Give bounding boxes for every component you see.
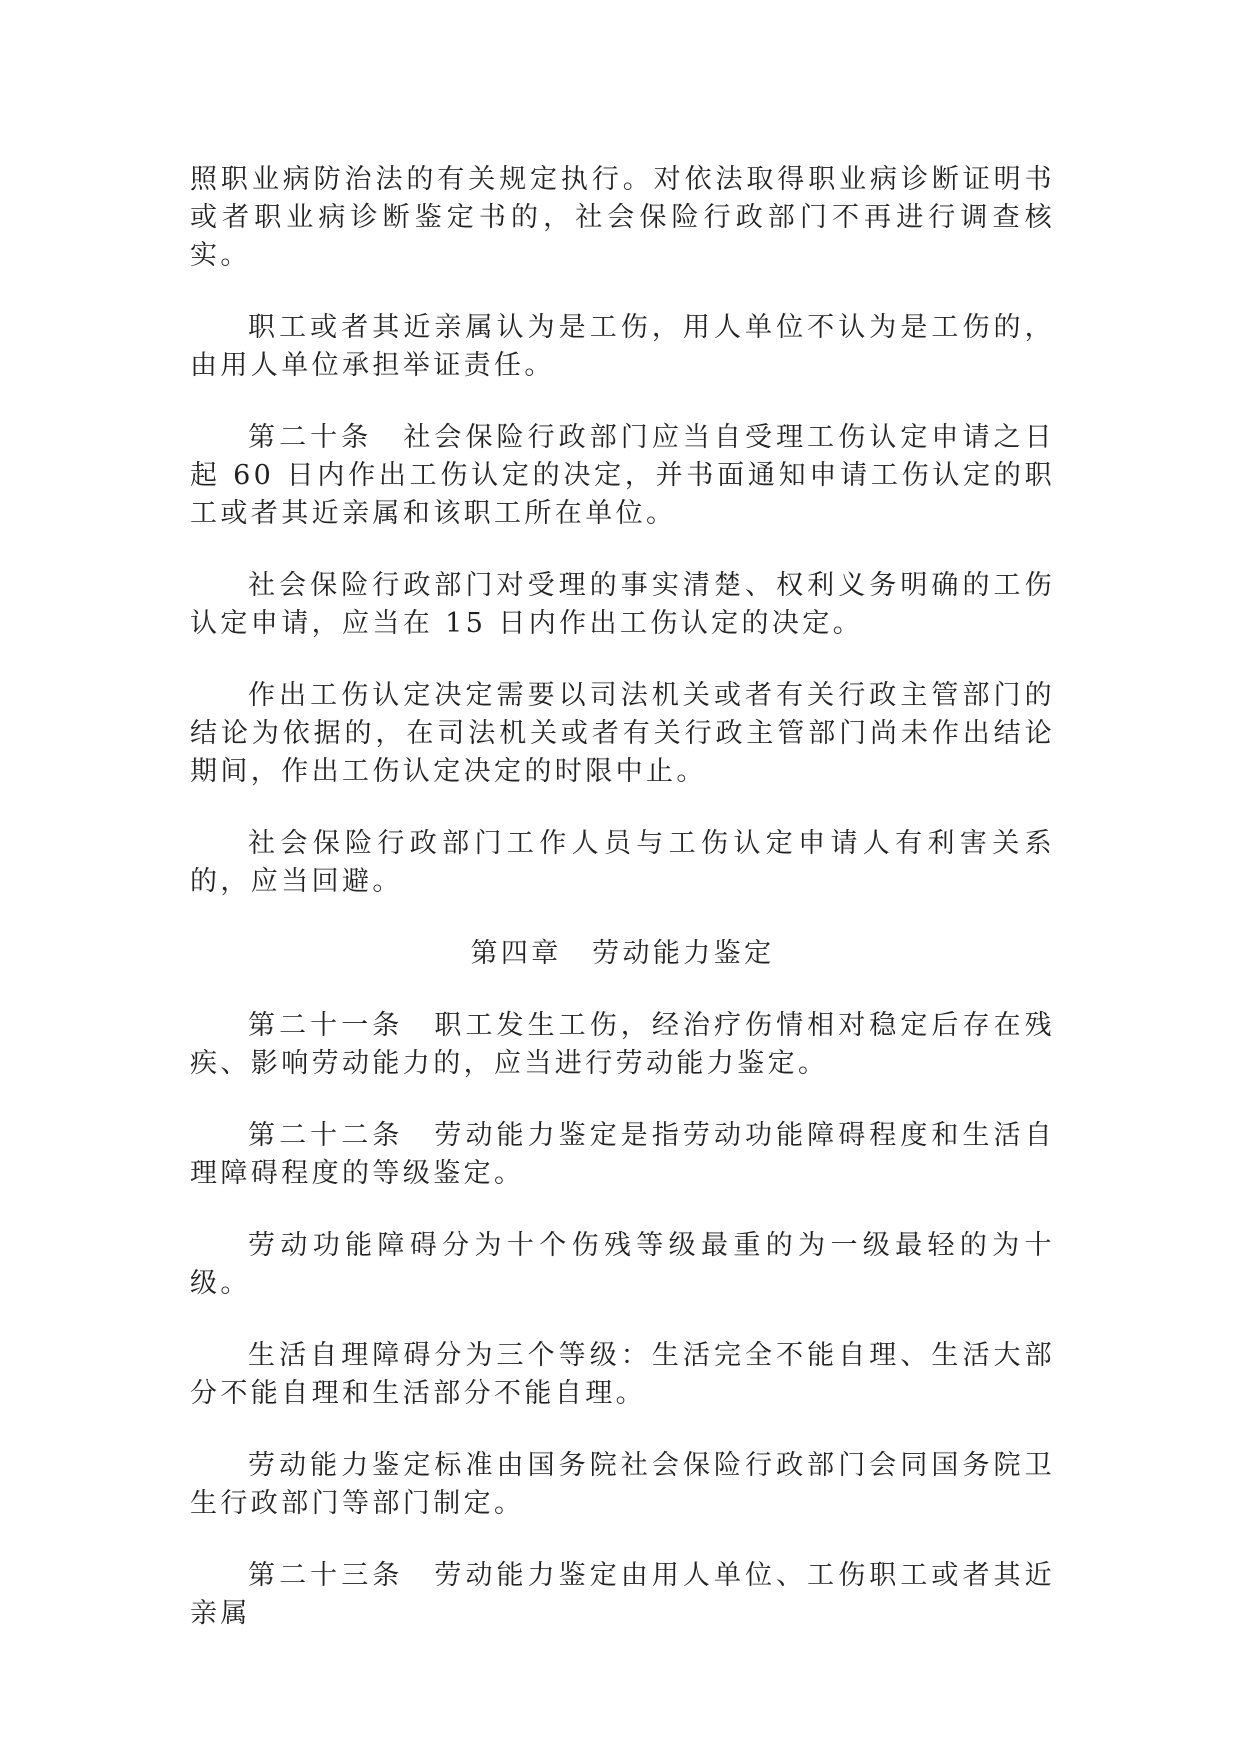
article-21: 第二十一条 职工发生工伤，经治疗伤情相对稳定后存在残疾、影响劳动能力的，应当进行劳动能力鉴定。 — [190, 1010, 1055, 1079]
paragraph-burden-of-proof: 职工或者其近亲属认为是工伤，用人单位不认为是工伤的，由用人单位承担举证责任。 — [190, 312, 1055, 381]
paragraph-self-care-levels: 生活自理障碍分为三个等级：生活完全不能自理、生活大部分不能自理和生活部分不能自理。 — [190, 1340, 1055, 1409]
paragraph-continuation: 照职业病防治法的有关规定执行。对依法取得职业病诊断证明书或者职业病诊断鉴定书的，社会保险行政部门不再进行调查核实。 — [190, 164, 1055, 271]
paragraph-disability-grades: 劳动功能障碍分为十个伤残等级最重的为一级最轻的为十级。 — [190, 1230, 1055, 1299]
paragraph-15-days: 社会保险行政部门对受理的事实清楚、权利义务明确的工伤认定申请，应当在 15 日内作出工伤认定的决定。 — [190, 570, 1055, 639]
paragraph-suspension: 作出工伤认定决定需要以司法机关或者有关行政主管部门的结论为依据的，在司法机关或者有关行政主管部门尚未作出结论期间，作出工伤认定决定的时限中止。 — [190, 680, 1055, 787]
paragraph-recusal: 社会保险行政部门工作人员与工伤认定申请人有利害关系的，应当回避。 — [190, 828, 1055, 897]
paragraph-standards: 劳动能力鉴定标准由国务院社会保险行政部门会同国务院卫生行政部门等部门制定。 — [190, 1450, 1055, 1519]
chapter-heading: 第四章 劳动能力鉴定 — [470, 938, 775, 969]
article-23: 第二十三条 劳动能力鉴定由用人单位、工伤职工或者其近亲属 — [190, 1560, 1055, 1629]
document-body — [190, 161, 1055, 1667]
article-20: 第二十条 社会保险行政部门应当自受理工伤认定申请之日起 60 日内作出工伤认定的决定，并书面通知申请工伤认定的职工或者其近亲属和该职工所在单位。 — [190, 422, 1055, 529]
article-22: 第二十二条 劳动能力鉴定是指劳动功能障碍程度和生活自理障碍程度的等级鉴定。 — [190, 1120, 1055, 1189]
